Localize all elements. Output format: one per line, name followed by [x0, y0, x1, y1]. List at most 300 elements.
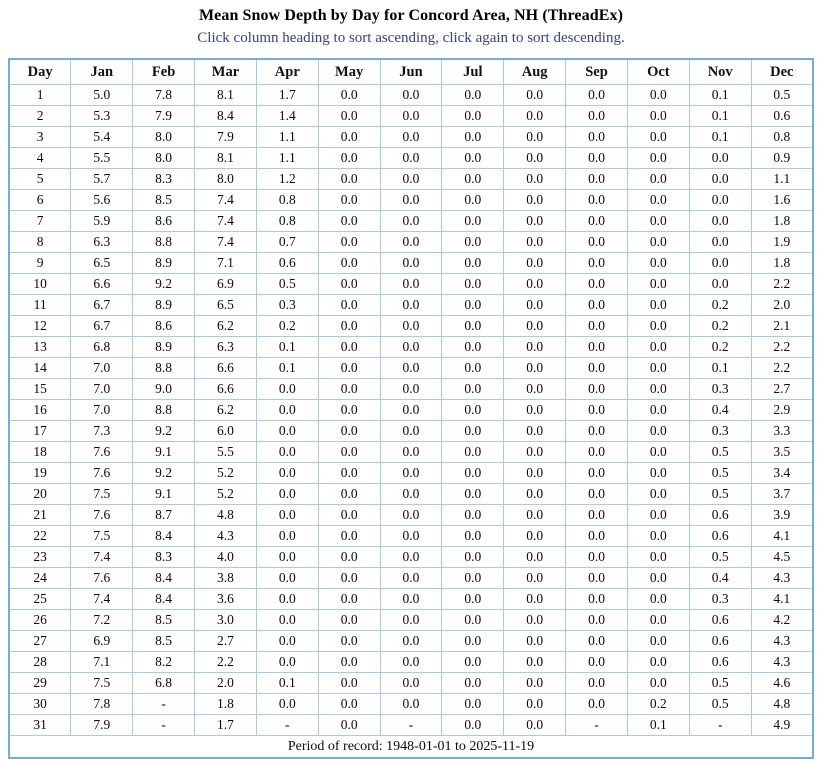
value-cell: 4.1 — [751, 526, 813, 547]
table-row — [9, 190, 813, 211]
value-cell: 0.5 — [689, 547, 751, 568]
value-cell: 0.1 — [256, 358, 318, 379]
value-cell: - — [256, 715, 318, 736]
column-header-day[interactable]: Day — [9, 59, 71, 85]
value-cell: 0.0 — [504, 715, 566, 736]
value-cell: 3.8 — [195, 568, 257, 589]
value-cell: 1.2 — [256, 169, 318, 190]
value-cell: 0.0 — [380, 484, 442, 505]
value-cell: 1.9 — [751, 232, 813, 253]
value-cell: 7.0 — [71, 379, 133, 400]
value-cell: 0.0 — [504, 610, 566, 631]
value-cell: 0.0 — [566, 673, 628, 694]
value-cell: 0.0 — [380, 85, 442, 106]
period-of-record: Period of record: 1948-01-01 to 2025-11-19 — [9, 736, 813, 759]
day-cell: 17 — [9, 421, 71, 442]
day-cell: 23 — [9, 547, 71, 568]
value-cell: 8.0 — [195, 169, 257, 190]
value-cell: 8.4 — [133, 526, 195, 547]
value-cell: 0.9 — [751, 148, 813, 169]
value-cell: 0.0 — [256, 484, 318, 505]
value-cell: 0.0 — [504, 379, 566, 400]
value-cell: 0.3 — [689, 421, 751, 442]
value-cell: 0.0 — [566, 337, 628, 358]
value-cell: 1.1 — [256, 148, 318, 169]
value-cell: 8.4 — [195, 106, 257, 127]
day-cell: 25 — [9, 589, 71, 610]
column-header-aug[interactable]: Aug — [504, 59, 566, 85]
value-cell: 6.7 — [71, 295, 133, 316]
value-cell: 0.2 — [627, 694, 689, 715]
value-cell: 1.7 — [256, 85, 318, 106]
value-cell: 0.0 — [380, 463, 442, 484]
value-cell: 4.0 — [195, 547, 257, 568]
value-cell: 0.0 — [627, 400, 689, 421]
value-cell: 0.0 — [627, 274, 689, 295]
value-cell: 0.0 — [504, 400, 566, 421]
day-cell: 19 — [9, 463, 71, 484]
value-cell: 0.0 — [442, 148, 504, 169]
value-cell: 0.0 — [627, 232, 689, 253]
value-cell: 0.0 — [504, 526, 566, 547]
value-cell: 0.0 — [566, 484, 628, 505]
value-cell: 4.3 — [751, 631, 813, 652]
value-cell: 0.0 — [566, 400, 628, 421]
value-cell: 0.0 — [566, 652, 628, 673]
value-cell: 0.0 — [504, 442, 566, 463]
value-cell: 8.8 — [133, 358, 195, 379]
day-cell: 24 — [9, 568, 71, 589]
value-cell: 5.0 — [71, 85, 133, 106]
value-cell: 7.6 — [71, 568, 133, 589]
value-cell: 0.0 — [566, 526, 628, 547]
value-cell: 0.0 — [318, 379, 380, 400]
value-cell: 0.0 — [566, 505, 628, 526]
value-cell: 0.0 — [689, 253, 751, 274]
value-cell: 0.5 — [689, 463, 751, 484]
value-cell: 0.0 — [504, 211, 566, 232]
value-cell: 7.5 — [71, 673, 133, 694]
value-cell: 0.0 — [380, 169, 442, 190]
value-cell: 0.0 — [256, 631, 318, 652]
value-cell: 0.0 — [318, 610, 380, 631]
value-cell: 0.0 — [504, 169, 566, 190]
value-cell: 0.0 — [318, 211, 380, 232]
value-cell: 8.3 — [133, 169, 195, 190]
value-cell: 7.0 — [71, 400, 133, 421]
value-cell: 0.0 — [566, 211, 628, 232]
value-cell: 0.0 — [318, 631, 380, 652]
value-cell: 0.4 — [689, 568, 751, 589]
day-cell: 6 — [9, 190, 71, 211]
value-cell: 5.6 — [71, 190, 133, 211]
value-cell: 6.7 — [71, 316, 133, 337]
value-cell: 0.0 — [318, 568, 380, 589]
value-cell: 0.6 — [689, 505, 751, 526]
value-cell: 9.2 — [133, 421, 195, 442]
value-cell: 0.0 — [442, 547, 504, 568]
value-cell: 0.0 — [627, 484, 689, 505]
value-cell: 0.0 — [318, 190, 380, 211]
value-cell: 7.9 — [133, 106, 195, 127]
value-cell: 0.1 — [256, 337, 318, 358]
table-row — [9, 421, 813, 442]
value-cell: 0.0 — [380, 190, 442, 211]
value-cell: 0.0 — [442, 232, 504, 253]
value-cell: 7.5 — [71, 526, 133, 547]
value-cell: 0.0 — [318, 526, 380, 547]
value-cell: 3.6 — [195, 589, 257, 610]
day-cell: 1 — [9, 85, 71, 106]
value-cell: 0.0 — [566, 379, 628, 400]
value-cell: 0.0 — [442, 631, 504, 652]
value-cell: 0.7 — [256, 232, 318, 253]
value-cell: 0.0 — [256, 400, 318, 421]
table-row — [9, 526, 813, 547]
value-cell: 0.0 — [318, 673, 380, 694]
value-cell: 2.2 — [751, 337, 813, 358]
value-cell: 0.0 — [566, 631, 628, 652]
value-cell: 7.3 — [71, 421, 133, 442]
value-cell: 7.2 — [71, 610, 133, 631]
value-cell: 0.0 — [566, 190, 628, 211]
value-cell: 0.0 — [627, 85, 689, 106]
day-cell: 16 — [9, 400, 71, 421]
value-cell: 0.0 — [256, 463, 318, 484]
table-row — [9, 232, 813, 253]
value-cell: 0.5 — [689, 694, 751, 715]
value-cell: 0.0 — [504, 463, 566, 484]
value-cell: 0.0 — [442, 673, 504, 694]
value-cell: 8.9 — [133, 337, 195, 358]
value-cell: 5.5 — [71, 148, 133, 169]
value-cell: 0.0 — [627, 442, 689, 463]
value-cell: 2.7 — [195, 631, 257, 652]
column-header-nov[interactable]: Nov — [689, 59, 751, 85]
value-cell: 7.1 — [195, 253, 257, 274]
value-cell: 0.0 — [256, 610, 318, 631]
value-cell: 8.5 — [133, 631, 195, 652]
value-cell: 0.0 — [442, 274, 504, 295]
value-cell: 0.0 — [442, 610, 504, 631]
value-cell: 0.0 — [504, 337, 566, 358]
table-row — [9, 505, 813, 526]
value-cell: 0.0 — [566, 295, 628, 316]
value-cell: - — [133, 694, 195, 715]
value-cell: 0.0 — [566, 442, 628, 463]
value-cell: 4.3 — [195, 526, 257, 547]
value-cell: 2.2 — [195, 652, 257, 673]
value-cell: 0.0 — [442, 127, 504, 148]
value-cell: 8.9 — [133, 253, 195, 274]
column-header-jul[interactable]: Jul — [442, 59, 504, 85]
value-cell: 2.0 — [195, 673, 257, 694]
value-cell: 0.0 — [318, 652, 380, 673]
value-cell: 0.6 — [689, 610, 751, 631]
value-cell: 0.0 — [504, 106, 566, 127]
table-row — [9, 85, 813, 106]
value-cell: 0.0 — [380, 442, 442, 463]
value-cell: 7.6 — [71, 505, 133, 526]
sort-instructions: Click column heading to sort ascending, click again to sort descending. — [197, 30, 625, 46]
value-cell: 0.2 — [689, 337, 751, 358]
value-cell: 0.4 — [689, 400, 751, 421]
value-cell: 0.6 — [751, 106, 813, 127]
table-row — [9, 316, 813, 337]
value-cell: 0.0 — [442, 589, 504, 610]
value-cell: 0.0 — [442, 211, 504, 232]
value-cell: 6.3 — [71, 232, 133, 253]
value-cell: - — [566, 715, 628, 736]
value-cell: 4.3 — [751, 568, 813, 589]
day-cell: 29 — [9, 673, 71, 694]
table-row — [9, 295, 813, 316]
value-cell: 0.0 — [566, 463, 628, 484]
value-cell: 0.0 — [627, 610, 689, 631]
value-cell: 8.5 — [133, 610, 195, 631]
value-cell: 8.3 — [133, 547, 195, 568]
value-cell: 2.7 — [751, 379, 813, 400]
value-cell: 0.2 — [256, 316, 318, 337]
value-cell: 0.0 — [689, 274, 751, 295]
value-cell: 1.6 — [751, 190, 813, 211]
value-cell: 0.0 — [566, 610, 628, 631]
value-cell: 0.0 — [318, 694, 380, 715]
value-cell: - — [380, 715, 442, 736]
table-row — [9, 400, 813, 421]
table-row — [9, 631, 813, 652]
day-cell: 20 — [9, 484, 71, 505]
table-row — [9, 148, 813, 169]
value-cell: 9.2 — [133, 274, 195, 295]
value-cell: 7.4 — [71, 589, 133, 610]
value-cell: 0.0 — [380, 316, 442, 337]
value-cell: 0.0 — [627, 673, 689, 694]
value-cell: 0.0 — [256, 547, 318, 568]
value-cell: 0.0 — [318, 400, 380, 421]
value-cell: 0.0 — [504, 652, 566, 673]
value-cell: 0.0 — [627, 463, 689, 484]
value-cell: 5.4 — [71, 127, 133, 148]
value-cell: 0.0 — [442, 526, 504, 547]
value-cell: 0.0 — [380, 589, 442, 610]
day-cell: 26 — [9, 610, 71, 631]
day-cell: 21 — [9, 505, 71, 526]
value-cell: 7.4 — [195, 232, 257, 253]
value-cell: 0.0 — [256, 568, 318, 589]
value-cell: 5.2 — [195, 463, 257, 484]
value-cell: 0.0 — [566, 568, 628, 589]
value-cell: 7.6 — [71, 463, 133, 484]
value-cell: 6.5 — [195, 295, 257, 316]
value-cell: 8.4 — [133, 589, 195, 610]
value-cell: 0.0 — [442, 484, 504, 505]
value-cell: 6.9 — [71, 631, 133, 652]
value-cell: 0.0 — [256, 379, 318, 400]
table-row — [9, 211, 813, 232]
value-cell: 7.9 — [195, 127, 257, 148]
value-cell: 0.0 — [442, 316, 504, 337]
value-cell: 0.0 — [442, 463, 504, 484]
value-cell: 0.0 — [504, 547, 566, 568]
value-cell: 2.1 — [751, 316, 813, 337]
value-cell: 0.0 — [566, 148, 628, 169]
value-cell: 0.0 — [504, 85, 566, 106]
value-cell: 0.5 — [689, 484, 751, 505]
value-cell: 0.0 — [442, 295, 504, 316]
value-cell: 0.0 — [256, 526, 318, 547]
value-cell: 0.0 — [380, 106, 442, 127]
value-cell: 0.0 — [380, 211, 442, 232]
column-header-sep[interactable]: Sep — [566, 59, 628, 85]
value-cell: 0.0 — [442, 715, 504, 736]
value-cell: 0.0 — [318, 421, 380, 442]
value-cell: 0.0 — [442, 190, 504, 211]
table-row — [9, 253, 813, 274]
value-cell: 0.0 — [380, 232, 442, 253]
column-header-apr[interactable]: Apr — [256, 59, 318, 85]
day-cell: 10 — [9, 274, 71, 295]
value-cell: 0.0 — [442, 505, 504, 526]
value-cell: 0.1 — [689, 127, 751, 148]
value-cell: 0.0 — [627, 505, 689, 526]
day-cell: 22 — [9, 526, 71, 547]
value-cell: 7.1 — [71, 652, 133, 673]
column-header-oct[interactable]: Oct — [627, 59, 689, 85]
value-cell: 4.8 — [751, 694, 813, 715]
value-cell: 5.2 — [195, 484, 257, 505]
day-cell: 27 — [9, 631, 71, 652]
value-cell: 0.0 — [566, 232, 628, 253]
day-cell: 7 — [9, 211, 71, 232]
value-cell: 0.1 — [689, 106, 751, 127]
day-cell: 18 — [9, 442, 71, 463]
value-cell: 0.0 — [566, 169, 628, 190]
value-cell: 5.5 — [195, 442, 257, 463]
value-cell: 5.3 — [71, 106, 133, 127]
value-cell: 0.0 — [256, 652, 318, 673]
value-cell: 7.4 — [71, 547, 133, 568]
value-cell: 0.0 — [318, 85, 380, 106]
column-header-jan[interactable]: Jan — [71, 59, 133, 85]
value-cell: 0.0 — [318, 274, 380, 295]
value-cell: 6.2 — [195, 400, 257, 421]
value-cell: 0.0 — [504, 673, 566, 694]
value-cell: 0.0 — [380, 631, 442, 652]
value-cell: 0.0 — [689, 211, 751, 232]
snow-depth-table — [8, 58, 814, 759]
value-cell: 0.0 — [566, 694, 628, 715]
value-cell: 0.0 — [380, 400, 442, 421]
day-cell: 15 — [9, 379, 71, 400]
column-header-feb[interactable]: Feb — [133, 59, 195, 85]
day-cell: 14 — [9, 358, 71, 379]
table-row — [9, 274, 813, 295]
value-cell: 4.5 — [751, 547, 813, 568]
value-cell: 0.6 — [689, 652, 751, 673]
value-cell: 0.0 — [380, 274, 442, 295]
value-cell: 0.0 — [627, 316, 689, 337]
value-cell: 0.0 — [504, 316, 566, 337]
value-cell: 8.8 — [133, 400, 195, 421]
value-cell: 0.5 — [689, 673, 751, 694]
value-cell: 7.0 — [71, 358, 133, 379]
value-cell: 0.0 — [442, 169, 504, 190]
table-row — [9, 715, 813, 736]
value-cell: 0.0 — [566, 547, 628, 568]
table-row — [9, 169, 813, 190]
table-row — [9, 127, 813, 148]
value-cell: 0.0 — [442, 421, 504, 442]
day-cell: 2 — [9, 106, 71, 127]
day-cell: 5 — [9, 169, 71, 190]
value-cell: 8.2 — [133, 652, 195, 673]
value-cell: 0.6 — [689, 631, 751, 652]
value-cell: 0.6 — [689, 526, 751, 547]
value-cell: 0.0 — [689, 148, 751, 169]
day-cell: 31 — [9, 715, 71, 736]
value-cell: 0.0 — [627, 631, 689, 652]
value-cell: 0.0 — [442, 358, 504, 379]
value-cell: - — [133, 715, 195, 736]
value-cell: 0.0 — [627, 127, 689, 148]
column-header-may[interactable]: May — [318, 59, 380, 85]
value-cell: 0.3 — [256, 295, 318, 316]
value-cell: 1.1 — [256, 127, 318, 148]
value-cell: 8.0 — [133, 148, 195, 169]
value-cell: 0.0 — [504, 295, 566, 316]
table-row — [9, 484, 813, 505]
value-cell: 0.0 — [504, 568, 566, 589]
value-cell: 0.0 — [442, 694, 504, 715]
value-cell: 0.0 — [318, 505, 380, 526]
value-cell: 0.3 — [689, 379, 751, 400]
value-cell: 0.0 — [442, 106, 504, 127]
value-cell: 0.0 — [627, 106, 689, 127]
value-cell: 0.0 — [504, 631, 566, 652]
value-cell: 0.0 — [627, 652, 689, 673]
value-cell: 1.8 — [751, 211, 813, 232]
value-cell: 0.0 — [256, 694, 318, 715]
value-cell: 3.9 — [751, 505, 813, 526]
value-cell: 0.6 — [256, 253, 318, 274]
value-cell: 0.0 — [442, 85, 504, 106]
value-cell: 6.6 — [195, 379, 257, 400]
value-cell: 0.0 — [627, 547, 689, 568]
column-header-dec[interactable]: Dec — [751, 59, 813, 85]
footer-row — [9, 736, 813, 759]
value-cell: 0.0 — [627, 190, 689, 211]
column-header-mar[interactable]: Mar — [195, 59, 257, 85]
value-cell: 1.7 — [195, 715, 257, 736]
value-cell: 0.0 — [566, 358, 628, 379]
value-cell: 0.1 — [627, 715, 689, 736]
column-header-jun[interactable]: Jun — [380, 59, 442, 85]
value-cell: 0.0 — [566, 421, 628, 442]
value-cell: 7.8 — [71, 694, 133, 715]
value-cell: 7.4 — [195, 190, 257, 211]
day-cell: 13 — [9, 337, 71, 358]
value-cell: 0.0 — [318, 442, 380, 463]
value-cell: 9.1 — [133, 442, 195, 463]
value-cell: 0.0 — [566, 316, 628, 337]
value-cell: 0.0 — [256, 442, 318, 463]
value-cell: 0.0 — [380, 148, 442, 169]
value-cell: 0.0 — [442, 253, 504, 274]
value-cell: 0.1 — [689, 85, 751, 106]
value-cell: 9.2 — [133, 463, 195, 484]
value-cell: 6.5 — [71, 253, 133, 274]
